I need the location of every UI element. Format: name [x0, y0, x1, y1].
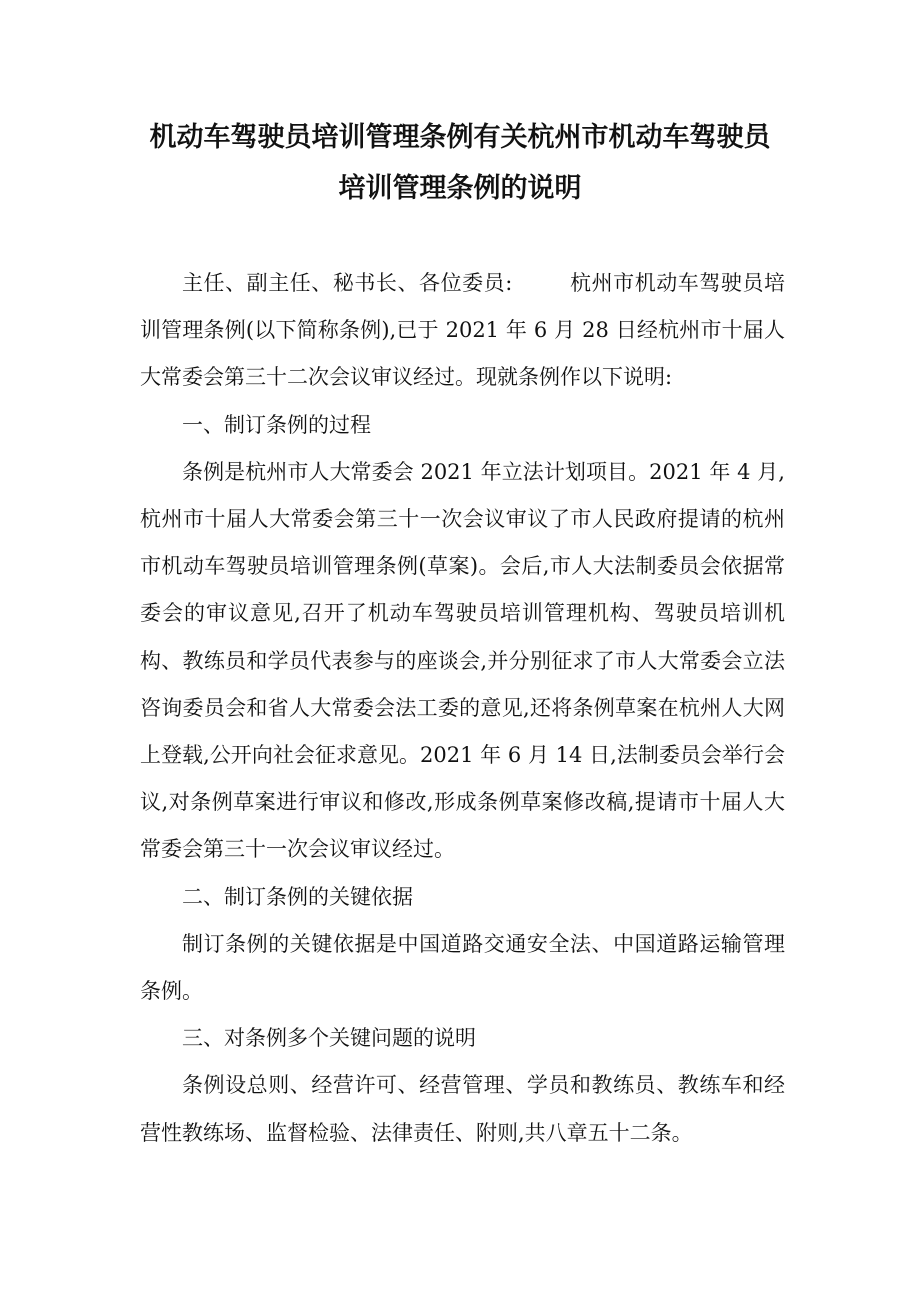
section-2-paragraph: 制订条例的关键依据是中国道路交通安全法、中国道路运输管理条例。 — [140, 931, 785, 1004]
title-line-1: 机动车驾驶员培训管理条例有关杭州市机动车驾驶员 — [149, 122, 771, 153]
section-1-paragraph: 条例是杭州市人大常委会 2021 年立法计划项目。2021 年 4 月,杭州市十届人大常委会第三十一次会议审议了市人民政府提请的杭州市机动车驾驶员培训管理条例(草案)。会后,市人大法制委员会依据常委会的审议意见,召开了机动车驾驶员培训管理机构、驾驶员培训机构、教练员和学员代表参与的座谈会,并分别征求了市人大常委会立法咨询委员会和省人大常委会法工委的意见,还将条例草案在杭州人大网上登载,公开向社会征求意见。2021 年 6 月 14 日,法制委员会举行会议,对条例草案进行审议和修改,形成条例草案修改稿,提请市十届人大常委会第三十一次会议审议经过。 — [140, 459, 785, 862]
intro-paragraph: 主任、副主任、秘书长、各位委员: 杭州市机动车驾驶员培训管理条例(以下简称条例),已于 2021 年 6 月 28 日经杭州市十届人大常委会第三十二次会议审议经过。现就条例作以下说明: — [140, 271, 785, 390]
section-heading-2: 二、制订条例的关键依据 — [182, 884, 413, 909]
document-title — [100, 112, 820, 214]
section-heading-1: 一、制订条例的过程 — [182, 412, 371, 437]
section-3-paragraph: 条例设总则、经营许可、经营管理、学员和教练员、教练车和经营性教练场、监督检验、法律责任、附则,共八章五十二条。 — [140, 1073, 785, 1145]
section-heading-3: 三、对条例多个关键问题的说明 — [182, 1026, 476, 1051]
document-body — [140, 260, 785, 1157]
title-line-2: 培训管理条例的说明 — [338, 173, 582, 204]
